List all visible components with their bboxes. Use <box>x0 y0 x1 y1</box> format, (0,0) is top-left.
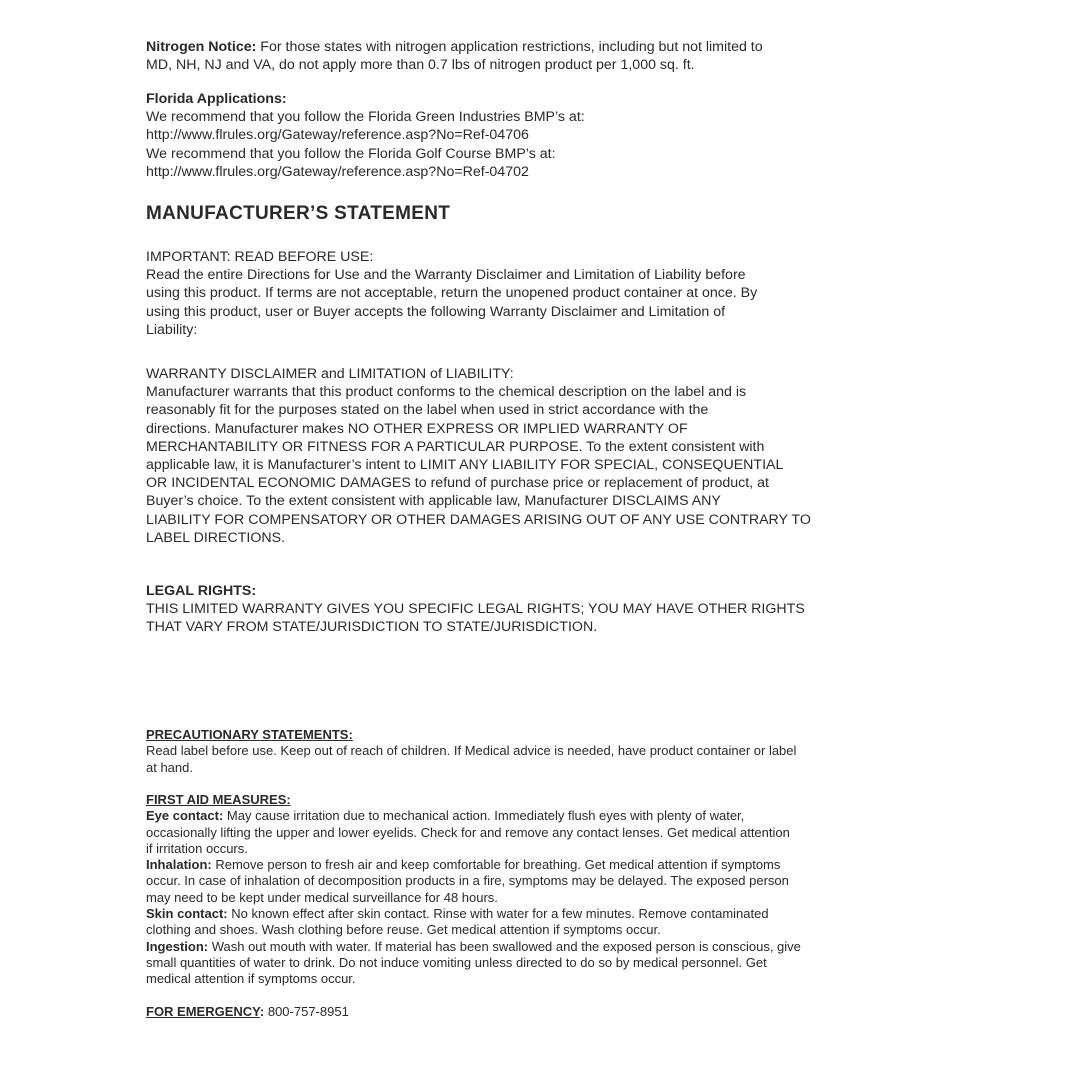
precautionary-section <box>146 727 936 776</box>
eye-contact-line: if irritation occurs. <box>146 840 248 856</box>
skin-contact-line: clothing and shoes. Wash clothing before reuse. Get medical attention if symptoms occur. <box>146 922 661 938</box>
important-section <box>146 248 936 339</box>
manufacturer-title-block <box>146 203 936 225</box>
florida-heading: Florida Applications: <box>146 91 287 107</box>
precautionary-line: at hand. <box>146 759 193 775</box>
legal-rights-line: THIS LIMITED WARRANTY GIVES YOU SPECIFIC LEGAL RIGHTS; YOU MAY HAVE OTHER RIGHTS <box>146 601 805 618</box>
warranty-line: Manufacturer warrants that this product conforms to the chemical description on the label and is <box>146 384 747 401</box>
warranty-line: reasonably fit for the purposes stated on the label when used in strict accordance with the <box>146 402 709 419</box>
inhalation-line: Inhalation: Remove person to fresh air and keep comfortable for breathing. Get medical attention if symptoms <box>146 857 781 873</box>
legal-rights-section <box>146 582 936 637</box>
warranty-line: OR INCIDENTAL ECONOMIC DAMAGES to refund of purchase price or replacement of product, at <box>146 475 769 492</box>
inhalation-line: occur. In case of inhalation of decomposition products in a fire, symptoms may be delayed. The exposed person <box>146 873 789 889</box>
warranty-line: LABEL DIRECTIONS. <box>146 529 286 546</box>
nitrogen-label: Nitrogen Notice: <box>146 39 257 55</box>
emergency-phone: 800-757-8951 <box>264 1004 349 1019</box>
important-line: using this product, user or Buyer accepts the following Warranty Disclaimer and Limitation of <box>146 303 726 320</box>
important-heading: IMPORTANT: READ BEFORE USE: <box>146 249 374 265</box>
florida-line: We recommend that you follow the Florida Green Industries BMP’s at: <box>146 109 585 126</box>
ingestion-label: Ingestion: <box>146 938 209 954</box>
inhalation-line: may need to be kept under medical surveillance for 48 hours. <box>146 889 498 905</box>
skin-contact-line: Skin contact: No known effect after skin contact. Rinse with water for a few minutes. Remove contaminated <box>146 906 769 922</box>
manufacturer-statement-title: MANUFACTURER’S STATEMENT <box>146 203 451 224</box>
florida-link: http://www.flrules.org/Gateway/reference.asp?No=Ref-04706 <box>146 127 529 144</box>
warranty-line: applicable law, it is Manufacturer’s intent to LIMIT ANY LIABILITY FOR SPECIAL, CONSEQUENTIAL <box>146 457 784 474</box>
nitrogen-line-2: MD, NH, NJ and VA, do not apply more than 0.7 lbs of nitrogen product per 1,000 sq. ft. <box>146 57 695 74</box>
important-line: Liability: <box>146 321 198 338</box>
warranty-heading: WARRANTY DISCLAIMER and LIMITATION of LIABILITY: <box>146 366 514 382</box>
florida-line: We recommend that you follow the Florida Golf Course BMP’s at: <box>146 145 556 162</box>
legal-rights-line: THAT VARY FROM STATE/JURISDICTION TO STATE/JURISDICTION. <box>146 619 598 636</box>
inhalation-label: Inhalation: <box>146 857 212 873</box>
warranty-line: LIABILITY FOR COMPENSATORY OR OTHER DAMAGES ARISING OUT OF ANY USE CONTRARY TO <box>146 511 811 528</box>
precautionary-heading: PRECAUTIONARY STATEMENTS: <box>146 727 353 742</box>
emergency-section <box>146 1004 936 1020</box>
warranty-line: Buyer’s choice. To the extent consistent with applicable law, Manufacturer DISCLAIMS ANY <box>146 493 721 510</box>
emergency-line: FOR EMERGENCY: 800-757-8951 <box>146 1004 349 1019</box>
important-line: Read the entire Directions for Use and the Warranty Disclaimer and Limitation of Liability before <box>146 267 746 284</box>
eye-contact-line: occasionally lifting the upper and lower eyelids. Check for and remove any contact lenses. Get medical attention <box>146 824 790 840</box>
ingestion-line: medical attention if symptoms occur. <box>146 971 356 987</box>
first-aid-heading: FIRST AID MEASURES: <box>146 792 291 807</box>
skin-contact-label: Skin contact: <box>146 906 228 922</box>
nitrogen-notice <box>146 38 936 74</box>
first-aid-section <box>146 792 936 988</box>
ingestion-line: small quantities of water to drink. Do not induce vomiting unless directed to do so by medical personnel. Get <box>146 954 767 970</box>
ingestion-line: Ingestion: Wash out mouth with water. If material has been swallowed and the exposed person is conscious, give <box>146 938 801 954</box>
florida-applications <box>146 90 936 181</box>
emergency-label: FOR EMERGENCY <box>146 1004 260 1019</box>
precautionary-line: Read label before use. Keep out of reach of children. If Medical advice is needed, have product container or label <box>146 743 797 759</box>
legal-rights-heading: LEGAL RIGHTS: <box>146 583 257 599</box>
warranty-line: MERCHANTABILITY OR FITNESS FOR A PARTICULAR PURPOSE. To the extent consistent with <box>146 438 765 455</box>
important-line: using this product. If terms are not acceptable, return the unopened product container at once. By <box>146 285 758 302</box>
eye-contact-line: Eye contact: May cause irritation due to mechanical action. Immediately flush eyes with plenty of water, <box>146 808 745 824</box>
warranty-line: directions. Manufacturer makes NO OTHER EXPRESS OR IMPLIED WARRANTY OF <box>146 420 688 437</box>
florida-link: http://www.flrules.org/Gateway/reference.asp?No=Ref-04702 <box>146 163 529 180</box>
nitrogen-line-1: Nitrogen Notice: For those states with nitrogen application restrictions, including but not limited to <box>146 39 763 55</box>
warranty-section <box>146 365 936 547</box>
eye-contact-label: Eye contact: <box>146 808 224 824</box>
